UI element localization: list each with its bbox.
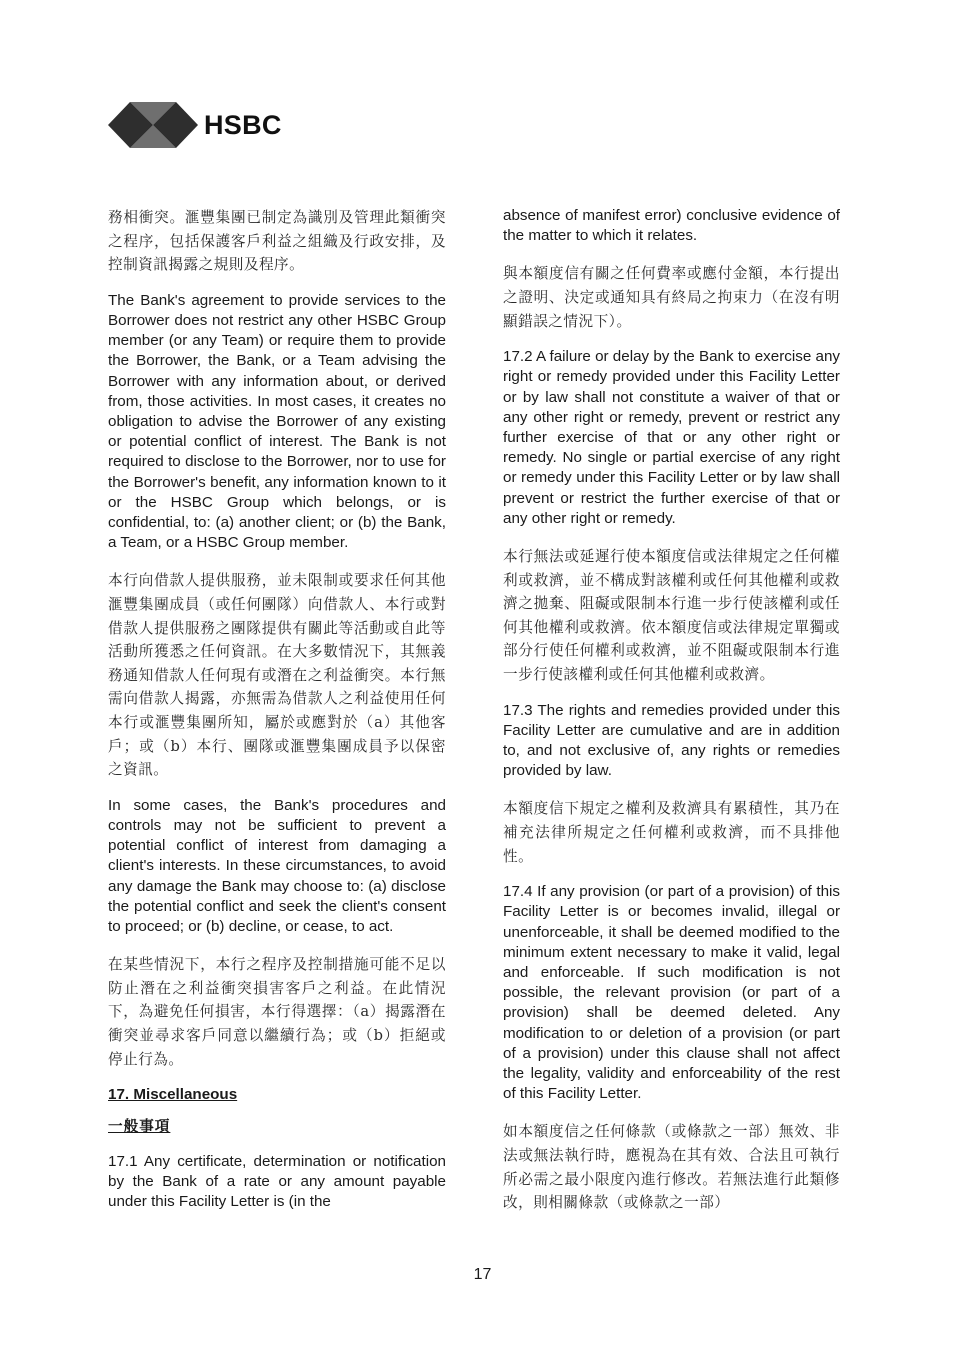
clause-17-2: 17.2 A failure or delay by the Bank to exercise any right or remedy provided under this Facility Letter or by law shall not constitute a waiver of that or any other right or remedy, prevent or restrict any further exercise of that or any other right or remedy. No single or partial exercise of any right or remedy under this Facility Letter or by law shall prevent or restrict the further exercise of that or any other right or remedy. <box>503 348 840 527</box>
left-para-en-4: In some cases, the Bank's procedures and controls may not be sufficient to prevent a potential conflict of interest from damaging a client's interests. In these circumstances, to avoid any damage the Bank may choose to: (a) disclose the potential conflict and seek the client's consent to proceed; or (b) decline, or cease, to act. <box>108 796 446 935</box>
left-para-zh-5: 在某些情況下，本行之程序及控制措施可能不足以防止潛在之利益衝突損害客戶之利益。在此情況下，為避免任何損害，本行得選擇：（a）揭露潛在衝突並尋求客戶同意以繼續行為；或（b）拒絕或停止行為。 <box>108 956 446 1068</box>
right-para-en-1: absence of manifest error) conclusive evidence of the matter to which it relates. <box>503 207 840 245</box>
clause-17-1: 17.1 Any certificate, determination or notification by the Bank of a rate or any amount payable under this Facility Letter is (in the <box>108 1152 446 1210</box>
left-column <box>108 206 446 1228</box>
right-para-zh-2: 與本額度信有關之任何費率或應付金額，本行提出之證明、決定或通知具有終局之拘束力（在沒有明顯錯誤之情況下）。 <box>503 265 840 330</box>
section-heading-zh: 一般事項 <box>108 1118 171 1136</box>
right-para-zh-4: 本行無法或延遲行使本額度信或法律規定之任何權利或救濟，並不構成對該權利或任何其他權利或救濟之拋棄、阻礙或限制本行進一步行使該權利或任何其他權利或救濟。依本額度信或法律規定單獨或部分行使任何權利或救濟，並不阻礙或限制本行進一步行使該權利或任何其他權利或救濟。 <box>503 548 840 683</box>
right-para-zh-8: 如本額度信之任何條款（或條款之一部）無效、非法或無法執行時，應視為在其有效、合法且可執行所必需之最小限度內進行修改。若無法進行此類修改，則相關條款（或條款之一部） <box>503 1123 840 1212</box>
section-heading: 17. Miscellaneous <box>108 1086 238 1104</box>
clause-17-4: 17.4 If any provision (or part of a provision) of this Facility Letter is or becomes invalid, illegal or unenforceable, it shall be deemed modified to the minimum extent necessary to make it valid, legal and enforceable. If such modification is not possible, the relevant provision (or part of a provision) shall be deemed deleted. Any modification to or deletion of a provision (or part of a provision) under this clause shall not affect the legality, validity and enforceability of the rest of this Facility Letter. <box>503 883 840 1103</box>
right-column <box>503 206 840 1229</box>
page-number: 17 <box>473 1266 492 1283</box>
clause-17-3: 17.3 The rights and remedies provided under this Facility Letter are cumulative and are in addition to, and not exclusive of, any rights or remedies provided by law. <box>503 701 840 780</box>
hsbc-hexagon-icon <box>108 102 198 148</box>
left-para-zh-1: 務相衝突。滙豐集團已制定為識別及管理此類衝突之程序，包括保護客戶利益之組織及行政安排，及控制資訊揭露之規則及程序。 <box>108 209 446 274</box>
left-para-zh-3: 本行向借款人提供服務，並未限制或要求任何其他滙豐集團成員（或任何團隊）向借款人、本行或對借款人提供服務之團隊提供有關此等活動或自此等活動所獲悉之任何資訊。在大多數情況下，其無義務通知借款人任何現有或潛在之利益衝突。本行無需向借款人揭露，亦無需為借款人之利益使用任何本行或滙豐集團所知，屬於或應對於（a）其他客戶；或（b）本行、團隊或滙豐集團成員予以保密之資訊。 <box>108 572 446 779</box>
left-para-en-2: The Bank's agreement to provide services to the Borrower does not restrict any other HSBC Group member (or any Team) or require them to provide the Borrower, the Bank, or a Team advising the Borrower with any information about, or derived from, those activities. In most cases, it creates no obligation to advise the Borrower of any existing or potential conflict of interest. The Bank is not required to disclose to the Borrower, nor to use for the Borrower's benefit, any information known to it or the HSBC Group which belongs, or is confidential, to: (a) another client; or (b) the Bank, a Team, or a HSBC Group member. <box>108 291 446 552</box>
hsbc-brand-text: HSBC <box>204 109 282 140</box>
right-para-zh-6: 本額度信下規定之權利及救濟具有累積性，其乃在補充法律所規定之任何權利或救濟，而不具排他性。 <box>503 800 840 865</box>
hsbc-logo <box>108 102 282 148</box>
